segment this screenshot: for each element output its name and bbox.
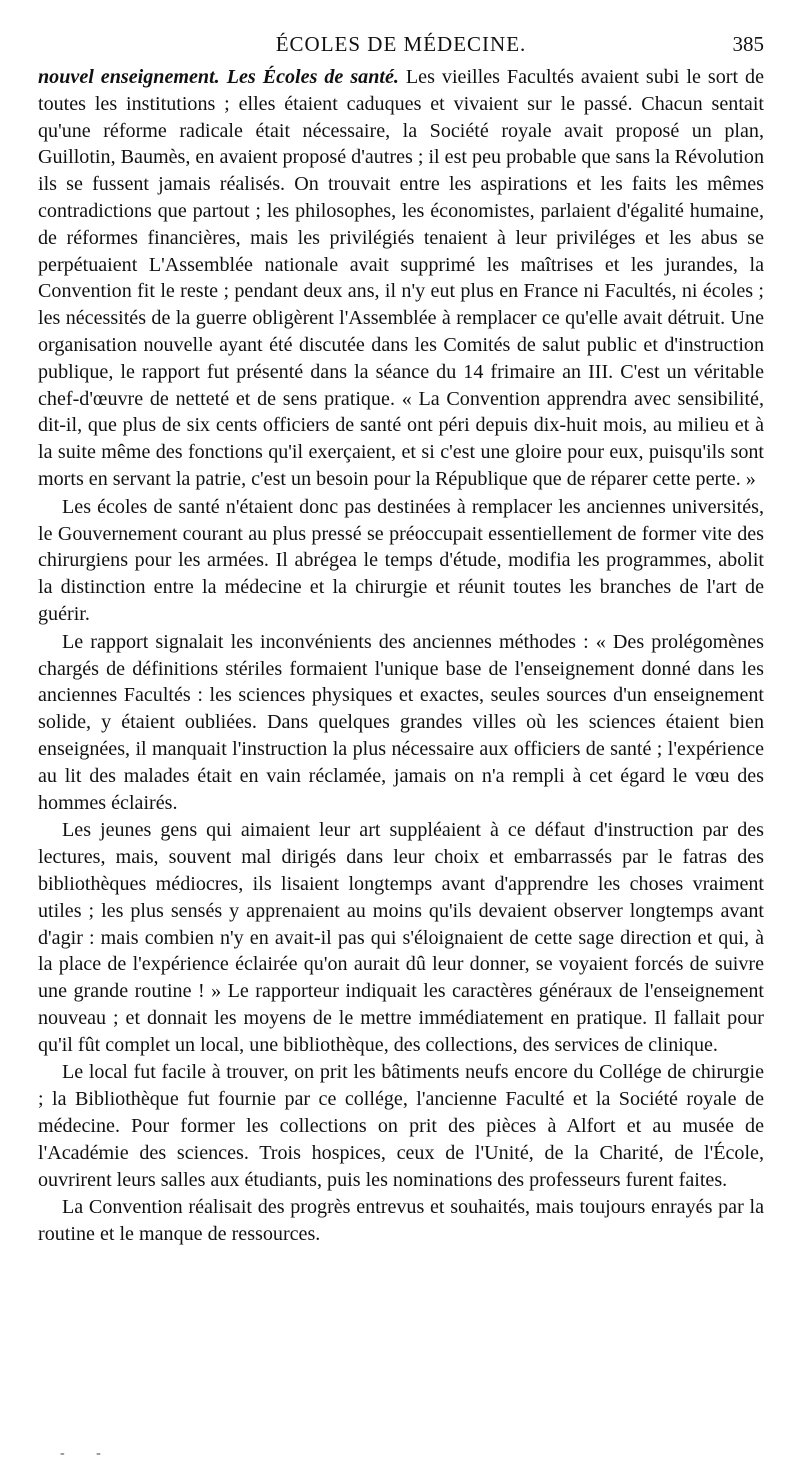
paragraph-2: Les écoles de santé n'étaient donc pas destinées à remplacer les anciennes universités, le Gouvernement courant au plus pressé se préoccupait essentiellement de former vite des chirurgiens pour les armées. Il abrégea le temps d'étude, modifia les programmes, abolit la distinction entre la médecine et la chirurgie et réunit toutes les branches de l'art de guérir. xyxy=(38,495,764,625)
footer-marks: - - xyxy=(60,1446,115,1461)
book-page xyxy=(38,30,764,1248)
page-header xyxy=(38,30,764,64)
paragraph-4: Les jeunes gens qui aimaient leur art suppléaient à ce défaut d'instruction par des lectures, mais, souvent mal dirigés dans leur choix et embarrassés par le fatras des bibliothèques médiocres, ils lisaient longtemps avant d'apprendre les choses vraiment utiles ; les plus sensés y apprenaient au moins qu'ils devaient observer longtemps avant d'agir : mais combien n'y en avait-il pas qui s'éloignaient de cette sage direction et qui, à la place de l'expérience éclairée qu'on aurait dû leur donner, se voyaient forcés de suivre une grande routine ! » Le rapporteur indiquait les caractères généraux de l'enseignement nouveau ; et donnait les moyens de le mettre immédiatement en pratique. Il fallait pour qu'il fût complet un local, une bibliothèque, des collections, des services de clinique. xyxy=(38,819,764,1056)
paragraph-lead: nouvel enseignement. Les Écoles de santé. xyxy=(38,66,399,88)
page-body xyxy=(38,64,764,1248)
running-head: ÉCOLES DE MÉDECINE. xyxy=(275,32,527,56)
paragraph-text: Les vieilles Facultés avaient subi le sort de toutes les institutions ; elles étaient caduques et vivaient sur le passé. Chacun sentait qu'une réforme radicale était nécessaire, la Société royale avait proposé un plan, Guillotin, Baumès, en avaient proposé d'autres ; il est peu probable que sans la Révolution ils se fussent jamais réalisés. On trouvait entre les aspirations et les faits les mêmes contradictions que partout ; les philosophes, les économistes, parlaient d'égalité humaine, de réformes financières, mais les privilégiés tenaient à leur priviléges et les abus se perpétuaient L'Assemblée nationale avait supprimé les maîtrises et les jurandes, la Convention fit le reste ; pendant deux ans, il n'y eut plus en France ni Facultés, ni écoles ; les nécessités de la guerre obligèrent l'Assemblée à remplacer ce qu'elle avait détruit. Une organisation nouvelle ayant été discutée dans les Comités de salut public et d'instruction publique, le rapport fut présenté dans la séance du 14 frimaire an III. C'est un véritable chef-d'œuvre de netteté et de sens pratique. « La Convention apprendra avec sensibilité, dit-il, que plus de six cents officiers de santé ont péri depuis dix-huit mois, au milieu et à la suite même des fonctions qu'il exerçaient, et si c'est une gloire pour eux, puisqu'ils sont morts en servant la patrie, c'est un besoin pour la République que de réparer cette perte. » xyxy=(38,66,764,490)
paragraph-6: La Convention réalisait des progrès entrevus et souhaités, mais toujours enrayés par la routine et le manque de ressources. xyxy=(38,1196,764,1246)
paragraph-3: Le rapport signalait les inconvénients des anciennes méthodes : « Des prolégomènes chargés de définitions stériles formaient l'unique base de l'enseignement donné dans les anciennes Facultés : les sciences physiques et exactes, seules sources d'un enseignement solide, y étaient oubliées. Dans quelques grandes villes où les sciences étaient bien enseignées, il manquait l'instruction la plus nécessaire aux officiers de santé ; l'expérience au lit des malades était en vain réclamée, jamais on n'a rempli à cet égard le vœu des hommes éclairés. xyxy=(38,630,764,814)
paragraph-1 xyxy=(38,64,764,493)
page-number: 385 xyxy=(732,32,764,56)
paragraph-5: Le local fut facile à trouver, on prit les bâtiments neufs encore du Collége de chirurgie ; la Bibliothèque fut fournie par ce collége, l'ancienne Faculté et la Société royale de médecine. Pour former les collections on prit des pièces à Alfort et au musée de l'Académie des sciences. Trois hospices, ceux de l'Unité, de la Charité, de l'École, ouvrirent leurs salles aux étudiants, puis les nominations des professeurs furent faites. xyxy=(38,1061,764,1191)
